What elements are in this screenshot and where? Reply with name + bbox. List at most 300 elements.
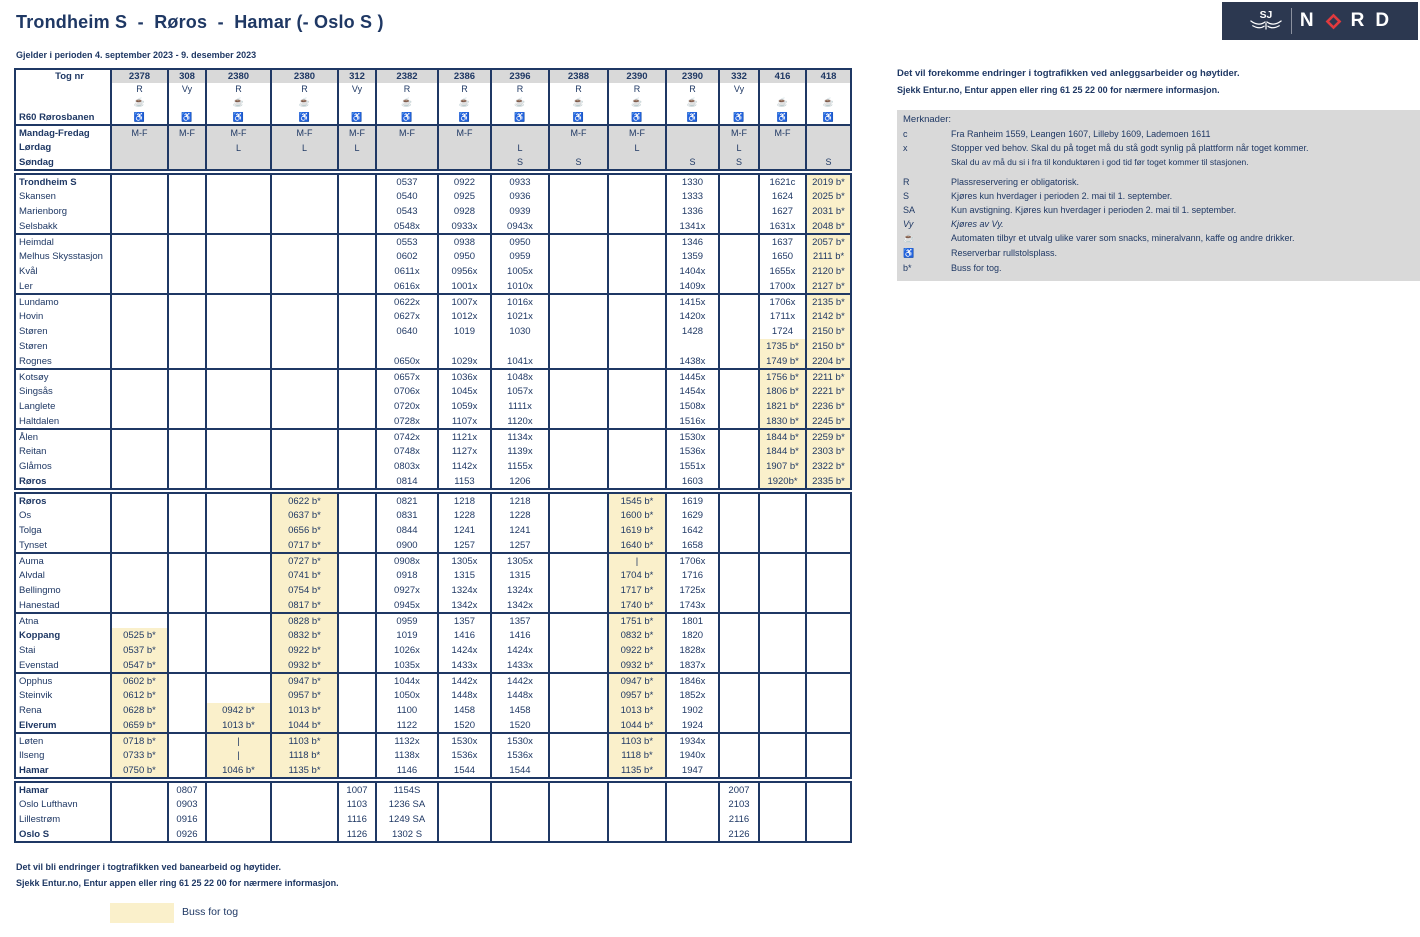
station-row <box>15 508 851 523</box>
station-row <box>15 643 851 658</box>
time-cell: 1544 <box>491 763 549 778</box>
time-cell: 1621c <box>759 174 806 189</box>
time-cell: 0956x <box>438 264 491 279</box>
time-cell: 1907 b* <box>759 459 806 474</box>
time-cell <box>608 309 666 324</box>
time-cell: 0803x <box>376 459 438 474</box>
time-cell <box>806 718 851 733</box>
day-value: M-F <box>168 125 206 140</box>
remark-text: Kun avstigning. Kjøres kun hverdager i perioden 2. mai til 1. september. <box>951 205 1237 215</box>
time-cell <box>549 264 608 279</box>
time-cell <box>549 673 608 688</box>
time-cell <box>271 294 338 309</box>
day-value <box>111 140 168 155</box>
time-cell: 1433x <box>438 658 491 673</box>
time-cell <box>271 309 338 324</box>
operator-label <box>759 83 806 95</box>
time-cell <box>271 174 338 189</box>
time-cell: 0957 b* <box>271 688 338 703</box>
station-name: Langlete <box>19 401 56 412</box>
time-cell <box>549 703 608 718</box>
time-cell <box>759 797 806 812</box>
station-name: Marienborg <box>19 206 68 217</box>
time-cell <box>111 459 168 474</box>
coffee-icon: ☕ <box>806 95 851 110</box>
time-cell <box>338 688 376 703</box>
time-cell: 1228 <box>438 508 491 523</box>
time-cell: 0916 <box>168 812 206 827</box>
time-cell <box>491 827 549 842</box>
time-cell: 0900 <box>376 538 438 553</box>
day-value <box>759 140 806 155</box>
time-cell <box>338 508 376 523</box>
time-cell: 1257 <box>438 538 491 553</box>
time-cell <box>168 444 206 459</box>
time-cell: 1520 <box>438 718 491 733</box>
station-name: Skansen <box>19 191 56 202</box>
day-value <box>271 155 338 170</box>
remark-item <box>903 177 1414 187</box>
empty-cell <box>719 95 759 110</box>
station-row <box>15 324 851 339</box>
time-cell <box>608 812 666 827</box>
station-name: Os <box>19 510 32 521</box>
train-number: 2386 <box>438 69 491 83</box>
station-row <box>15 613 851 628</box>
time-cell <box>549 718 608 733</box>
time-cell: 1516x <box>666 414 719 429</box>
time-cell <box>549 459 608 474</box>
coffee-icon: ☕ <box>376 95 438 110</box>
time-cell: 1416 <box>491 628 549 643</box>
time-cell: 0832 b* <box>271 628 338 643</box>
time-cell: | <box>608 553 666 568</box>
time-cell: 1315 <box>438 568 491 583</box>
train-number: 2382 <box>376 69 438 83</box>
time-cell <box>719 354 759 369</box>
time-cell: 1146 <box>376 763 438 778</box>
time-cell: 2127 b* <box>806 279 851 294</box>
remark-item <box>903 219 1414 229</box>
time-cell <box>271 354 338 369</box>
time-cell: 1920b* <box>759 474 806 489</box>
time-cell: 1536x <box>491 748 549 763</box>
time-cell <box>719 429 759 444</box>
time-cell <box>719 673 759 688</box>
bus-legend-label: Buss for tog <box>182 906 239 918</box>
time-cell: 1743x <box>666 598 719 613</box>
time-cell <box>206 613 271 628</box>
time-cell: 1116 <box>338 812 376 827</box>
time-cell: 1551x <box>666 459 719 474</box>
day-value <box>438 140 491 155</box>
operator-label: R <box>206 83 271 95</box>
station-row <box>15 763 851 778</box>
bottom-warning: Det vil bli endringer i togtrafikken ved banearbeid og høytider. <box>16 862 282 872</box>
time-cell: 0543 <box>376 204 438 219</box>
time-cell: 1940x <box>666 748 719 763</box>
time-cell: 0622x <box>376 294 438 309</box>
time-cell: 1324x <box>438 583 491 598</box>
time-cell: 1046 b* <box>206 763 271 778</box>
time-cell <box>806 797 851 812</box>
time-cell: 1631x <box>759 219 806 234</box>
nord-letter-d: D <box>1375 10 1392 31</box>
time-cell <box>168 309 206 324</box>
time-cell <box>719 568 759 583</box>
time-cell <box>549 598 608 613</box>
time-cell <box>338 399 376 414</box>
time-cell <box>608 234 666 249</box>
time-cell <box>206 354 271 369</box>
time-cell <box>549 249 608 264</box>
coffee-icon: ☕ <box>666 95 719 110</box>
time-cell: 1704 b* <box>608 568 666 583</box>
time-cell: 2204 b* <box>806 354 851 369</box>
bottom-contact-info: Sjekk Entur.no, Entur appen eller ring 61 25 22 00 for nærmere informasjon. <box>16 878 339 888</box>
station-name: Ilseng <box>19 750 45 761</box>
time-cell: 1333 <box>666 189 719 204</box>
time-cell <box>549 204 608 219</box>
time-cell <box>338 369 376 384</box>
station-name: Røros <box>19 495 47 507</box>
time-cell: 1448x <box>438 688 491 703</box>
time-cell <box>206 234 271 249</box>
time-cell: 0942 b* <box>206 703 271 718</box>
day-value: M-F <box>759 125 806 140</box>
time-cell <box>549 748 608 763</box>
time-cell: 1359 <box>666 249 719 264</box>
time-cell <box>719 174 759 189</box>
day-value <box>549 140 608 155</box>
time-cell: 0741 b* <box>271 568 338 583</box>
time-cell: 1041x <box>491 354 549 369</box>
time-cell <box>719 414 759 429</box>
time-cell <box>111 264 168 279</box>
time-cell <box>338 384 376 399</box>
time-cell <box>549 812 608 827</box>
remark-text: Kjøres kun hverdager i perioden 2. mai til 1. september. <box>951 191 1173 201</box>
time-cell: 0616x <box>376 279 438 294</box>
time-cell <box>549 279 608 294</box>
time-cell <box>549 294 608 309</box>
time-cell <box>759 538 806 553</box>
day-value <box>168 140 206 155</box>
time-cell <box>168 673 206 688</box>
time-cell: 1036x <box>438 369 491 384</box>
time-cell: 1438x <box>666 354 719 369</box>
time-cell <box>549 219 608 234</box>
timetable-section-1 <box>14 173 852 490</box>
time-cell: 1603 <box>666 474 719 489</box>
time-cell: 1828x <box>666 643 719 658</box>
time-cell <box>168 414 206 429</box>
time-cell <box>719 523 759 538</box>
time-cell: 1153 <box>438 474 491 489</box>
time-cell <box>206 279 271 294</box>
station-row <box>15 493 851 508</box>
time-cell: 0933x <box>438 219 491 234</box>
time-cell: 0728x <box>376 414 438 429</box>
time-cell <box>111 782 168 797</box>
remark-text: Kjøres av Vy. <box>951 219 1004 229</box>
time-cell <box>338 553 376 568</box>
time-cell <box>271 384 338 399</box>
time-cell: | <box>206 748 271 763</box>
station-row <box>15 309 851 324</box>
time-cell: 1545 b* <box>608 493 666 508</box>
remark-text: Reserverbar rullstolsplass. <box>951 248 1058 258</box>
station-name: Stai <box>19 645 36 656</box>
time-cell <box>168 339 206 354</box>
time-cell <box>549 782 608 797</box>
time-cell: 1530x <box>491 733 549 748</box>
time-cell: 1619 <box>666 493 719 508</box>
time-cell: 1902 <box>666 703 719 718</box>
time-cell <box>168 508 206 523</box>
time-cell: 1045x <box>438 384 491 399</box>
time-cell <box>338 598 376 613</box>
time-cell <box>719 339 759 354</box>
time-cell: 1924 <box>666 718 719 733</box>
operator-label: R <box>111 83 168 95</box>
station-name: Hamar <box>19 764 49 776</box>
time-cell <box>549 628 608 643</box>
time-cell: 0947 b* <box>271 673 338 688</box>
time-cell <box>338 643 376 658</box>
station-name: Tolga <box>19 525 42 536</box>
time-cell <box>111 324 168 339</box>
station-name: Atna <box>19 615 39 627</box>
time-cell <box>111 219 168 234</box>
day-value: S <box>549 155 608 170</box>
time-cell <box>206 264 271 279</box>
time-cell <box>168 249 206 264</box>
time-cell <box>168 384 206 399</box>
wheelchair-icon: ♿ <box>338 110 376 125</box>
time-cell: 0939 <box>491 204 549 219</box>
time-cell: 1013 b* <box>206 718 271 733</box>
time-cell <box>666 782 719 797</box>
time-cell <box>338 568 376 583</box>
station-row <box>15 459 851 474</box>
remark-item <box>903 191 1414 201</box>
time-cell: 1454x <box>666 384 719 399</box>
time-cell: 1341x <box>666 219 719 234</box>
time-cell <box>719 628 759 643</box>
time-cell <box>438 339 491 354</box>
time-cell <box>168 613 206 628</box>
time-cell <box>338 429 376 444</box>
time-cell <box>338 264 376 279</box>
time-cell <box>338 658 376 673</box>
time-cell: 1007 <box>338 782 376 797</box>
time-cell <box>111 553 168 568</box>
time-cell: 1057x <box>491 384 549 399</box>
day-value: M-F <box>338 125 376 140</box>
time-cell: 0908x <box>376 553 438 568</box>
time-cell: 2150 b* <box>806 339 851 354</box>
time-cell <box>438 812 491 827</box>
time-cell <box>608 279 666 294</box>
time-cell <box>271 189 338 204</box>
time-cell <box>206 384 271 399</box>
time-cell: 1706x <box>666 553 719 568</box>
time-cell <box>111 474 168 489</box>
day-value <box>491 125 549 140</box>
time-cell: 2322 b* <box>806 459 851 474</box>
time-cell <box>806 658 851 673</box>
station-row <box>15 658 851 673</box>
time-cell <box>491 782 549 797</box>
time-cell <box>806 782 851 797</box>
time-cell: 2142 b* <box>806 309 851 324</box>
station-name: Alvdal <box>19 570 45 581</box>
time-cell: 0540 <box>376 189 438 204</box>
time-cell <box>549 369 608 384</box>
station-name: Ålen <box>19 431 39 443</box>
time-cell: 0945x <box>376 598 438 613</box>
day-value: M-F <box>549 125 608 140</box>
day-value <box>666 140 719 155</box>
time-cell <box>206 429 271 444</box>
time-cell: 1658 <box>666 538 719 553</box>
time-cell <box>206 598 271 613</box>
time-cell: 1126 <box>338 827 376 842</box>
station-row <box>15 553 851 568</box>
time-cell: 2211 b* <box>806 369 851 384</box>
time-cell <box>168 204 206 219</box>
operator-label: Vy <box>338 83 376 95</box>
time-cell <box>719 204 759 219</box>
coffee-icon: ☕ <box>271 95 338 110</box>
time-cell <box>168 598 206 613</box>
time-cell <box>759 628 806 643</box>
time-cell <box>666 812 719 827</box>
train-number: 2378 <box>111 69 168 83</box>
time-cell <box>206 493 271 508</box>
wheelchair-icon: ♿ <box>666 110 719 125</box>
time-cell: 0612 b* <box>111 688 168 703</box>
time-cell: 1536x <box>438 748 491 763</box>
time-cell <box>608 384 666 399</box>
time-cell <box>338 249 376 264</box>
time-cell <box>206 508 271 523</box>
train-number: 2390 <box>608 69 666 83</box>
empty-cell <box>338 95 376 110</box>
time-cell <box>338 718 376 733</box>
station-name: Støren <box>19 341 48 352</box>
time-cell: 2019 b* <box>806 174 851 189</box>
time-cell <box>608 827 666 842</box>
time-cell <box>549 553 608 568</box>
day-value: L <box>271 140 338 155</box>
time-cell <box>806 568 851 583</box>
train-number: 2380 <box>206 69 271 83</box>
time-cell: 0926 <box>168 827 206 842</box>
time-cell <box>111 797 168 812</box>
coffee-icon: ☕ <box>903 233 915 243</box>
time-cell <box>608 369 666 384</box>
time-cell <box>338 354 376 369</box>
time-cell: 0717 b* <box>271 538 338 553</box>
time-cell <box>168 748 206 763</box>
station-name: Oslo S <box>19 828 50 840</box>
time-cell: 2120 b* <box>806 264 851 279</box>
remarks-box <box>897 110 1420 281</box>
time-cell <box>111 339 168 354</box>
time-cell <box>206 673 271 688</box>
time-cell: 0718 b* <box>111 733 168 748</box>
time-cell: 1010x <box>491 279 549 294</box>
time-cell: 0602 b* <box>111 673 168 688</box>
station-name: Hovin <box>19 311 44 322</box>
time-cell: 0611x <box>376 264 438 279</box>
time-cell <box>111 354 168 369</box>
time-cell: 0537 <box>376 174 438 189</box>
time-cell <box>271 399 338 414</box>
station-name: Kvål <box>19 266 38 277</box>
day-value: M-F <box>438 125 491 140</box>
time-cell <box>111 399 168 414</box>
time-cell: 0525 b* <box>111 628 168 643</box>
time-cell: 0927x <box>376 583 438 598</box>
contact-info: Sjekk Entur.no, Entur appen eller ring 61 25 22 00 for nærmere informasjon. <box>897 85 1220 95</box>
remark-item <box>903 263 1414 273</box>
time-cell <box>719 598 759 613</box>
time-cell <box>759 748 806 763</box>
nord-letter-r: R <box>1350 10 1367 31</box>
station-row <box>15 628 851 643</box>
time-cell <box>271 369 338 384</box>
time-cell: 1241 <box>491 523 549 538</box>
time-cell <box>806 748 851 763</box>
time-cell: 1428 <box>666 324 719 339</box>
day-value: L <box>491 140 549 155</box>
time-cell <box>608 174 666 189</box>
station-row <box>15 812 851 827</box>
station-name: Lundamo <box>19 296 59 308</box>
time-cell <box>549 354 608 369</box>
time-cell: 0959 <box>491 249 549 264</box>
time-cell <box>168 568 206 583</box>
time-cell <box>206 583 271 598</box>
header-spacer <box>15 83 111 95</box>
time-cell <box>549 399 608 414</box>
time-cell <box>338 294 376 309</box>
time-cell: 0754 b* <box>271 583 338 598</box>
time-cell: 1629 <box>666 508 719 523</box>
time-cell <box>338 748 376 763</box>
time-cell <box>338 279 376 294</box>
time-cell <box>759 703 806 718</box>
time-cell <box>111 189 168 204</box>
wheelchair-icon: ♿ <box>111 110 168 125</box>
station-row <box>15 354 851 369</box>
time-cell <box>719 309 759 324</box>
time-cell: 1346 <box>666 234 719 249</box>
time-cell: 0959 <box>376 613 438 628</box>
time-cell <box>111 294 168 309</box>
time-cell <box>549 538 608 553</box>
wheelchair-icon: ♿ <box>438 110 491 125</box>
time-cell: 1830 b* <box>759 414 806 429</box>
time-cell: 1257 <box>491 538 549 553</box>
time-cell <box>759 763 806 778</box>
time-cell: 1005x <box>491 264 549 279</box>
time-cell: 0922 <box>438 174 491 189</box>
time-cell <box>438 782 491 797</box>
